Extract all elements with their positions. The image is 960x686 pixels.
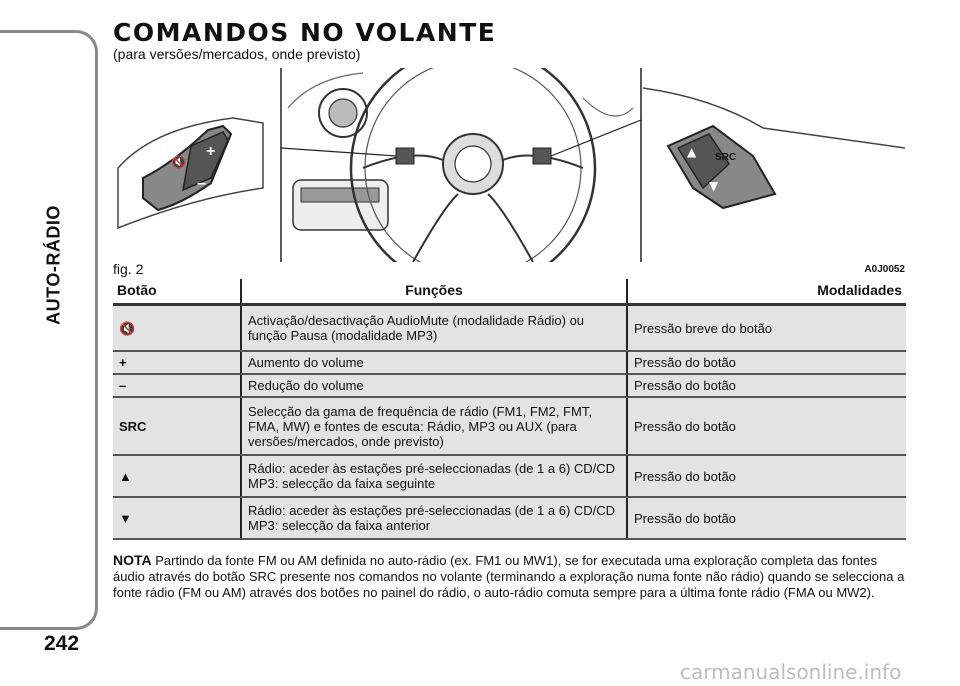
- page-number: 242: [44, 632, 80, 655]
- right-up-label: ▲: [687, 145, 697, 159]
- function-cell: Rádio: aceder às estações pré-seleccionadas (de 1 a 6) CD/CD MP3: selecção da faixa anterior: [241, 497, 627, 539]
- section-tab-label: AUTO-RÁDIO: [43, 205, 64, 325]
- mode-cell: Pressão breve do botão: [627, 305, 906, 352]
- mute-icon: 🔇: [171, 155, 186, 169]
- mode-cell: Pressão do botão: [627, 455, 906, 497]
- function-cell: Redução do volume: [241, 374, 627, 397]
- right-src-label: SRC: [715, 152, 737, 163]
- left-plus-label: +: [206, 143, 216, 160]
- table-row: [113, 305, 906, 352]
- right-controls-inset: [643, 88, 905, 208]
- table-row: [113, 351, 906, 374]
- table-row: [113, 397, 906, 455]
- header-modes: Modalidades: [627, 279, 906, 305]
- function-cell: Selecção da gama de frequência de rádio (FM1, FM2, FMT, FMA, MW) e fontes de escuta: Rádio, MP3 ou AUX (para versões/mercados, onde previsto): [241, 397, 627, 455]
- left-minus-label: –: [197, 175, 206, 192]
- mode-cell: Pressão do botão: [627, 497, 906, 539]
- note-label: NOTA: [113, 552, 152, 568]
- watermark: carmanualsonline.info: [680, 660, 902, 684]
- figure-code: A0J0052: [864, 264, 905, 275]
- page-subtitle: (para versões/mercados, onde previsto): [113, 46, 361, 62]
- function-cell: Activação/desactivação AudioMute (modalidade Rádio) ou função Pausa (modalidade MP3): [241, 305, 627, 352]
- function-cell: Aumento do volume: [241, 351, 627, 374]
- table-row: [113, 455, 906, 497]
- mode-cell: Pressão do botão: [627, 397, 906, 455]
- mute-pause-icon: 🔇: [119, 320, 136, 336]
- table-row: [113, 497, 906, 539]
- button-cell: ▲: [113, 455, 241, 497]
- steering-wheel-illustration: [113, 68, 905, 262]
- table-row: [113, 374, 906, 397]
- steering-wheel-drawing: [281, 68, 641, 262]
- note-paragraph: [113, 552, 908, 601]
- table-header-row: [113, 279, 906, 305]
- page-title: COMANDOS NO VOLANTE: [113, 18, 497, 47]
- button-cell: ▼: [113, 497, 241, 539]
- button-cell: SRC: [113, 397, 241, 455]
- mode-cell: Pressão do botão: [627, 351, 906, 374]
- mode-cell: Pressão do botão: [627, 374, 906, 397]
- button-cell: –: [113, 374, 241, 397]
- section-side-tab: [0, 30, 98, 630]
- button-cell: +: [113, 351, 241, 374]
- controls-table: [113, 279, 906, 540]
- right-down-label: ▼: [709, 179, 719, 193]
- button-cell: [113, 305, 241, 352]
- left-controls-inset: [118, 118, 263, 228]
- note-text: Partindo da fonte FM ou AM definida no auto-rádio (ex. FM1 ou MW1), se for executada uma exploração completa das fontes áudio através do botão SRC presente nos comandos no volante (terminando a exploração numa fonte não rádio) quando se selecciona a fonte rádio (FM ou AM) através dos botões no painel do rádio, o auto-rádio comuta sempre para a última fonte rádio (FMA ou MW2).: [113, 553, 905, 600]
- header-functions: Funções: [241, 279, 627, 305]
- function-cell: Rádio: aceder às estações pré-seleccionadas (de 1 a 6) CD/CD MP3: selecção da faixa seguinte: [241, 455, 627, 497]
- header-button: Botão: [113, 279, 241, 305]
- figure-label: fig. 2: [113, 261, 144, 277]
